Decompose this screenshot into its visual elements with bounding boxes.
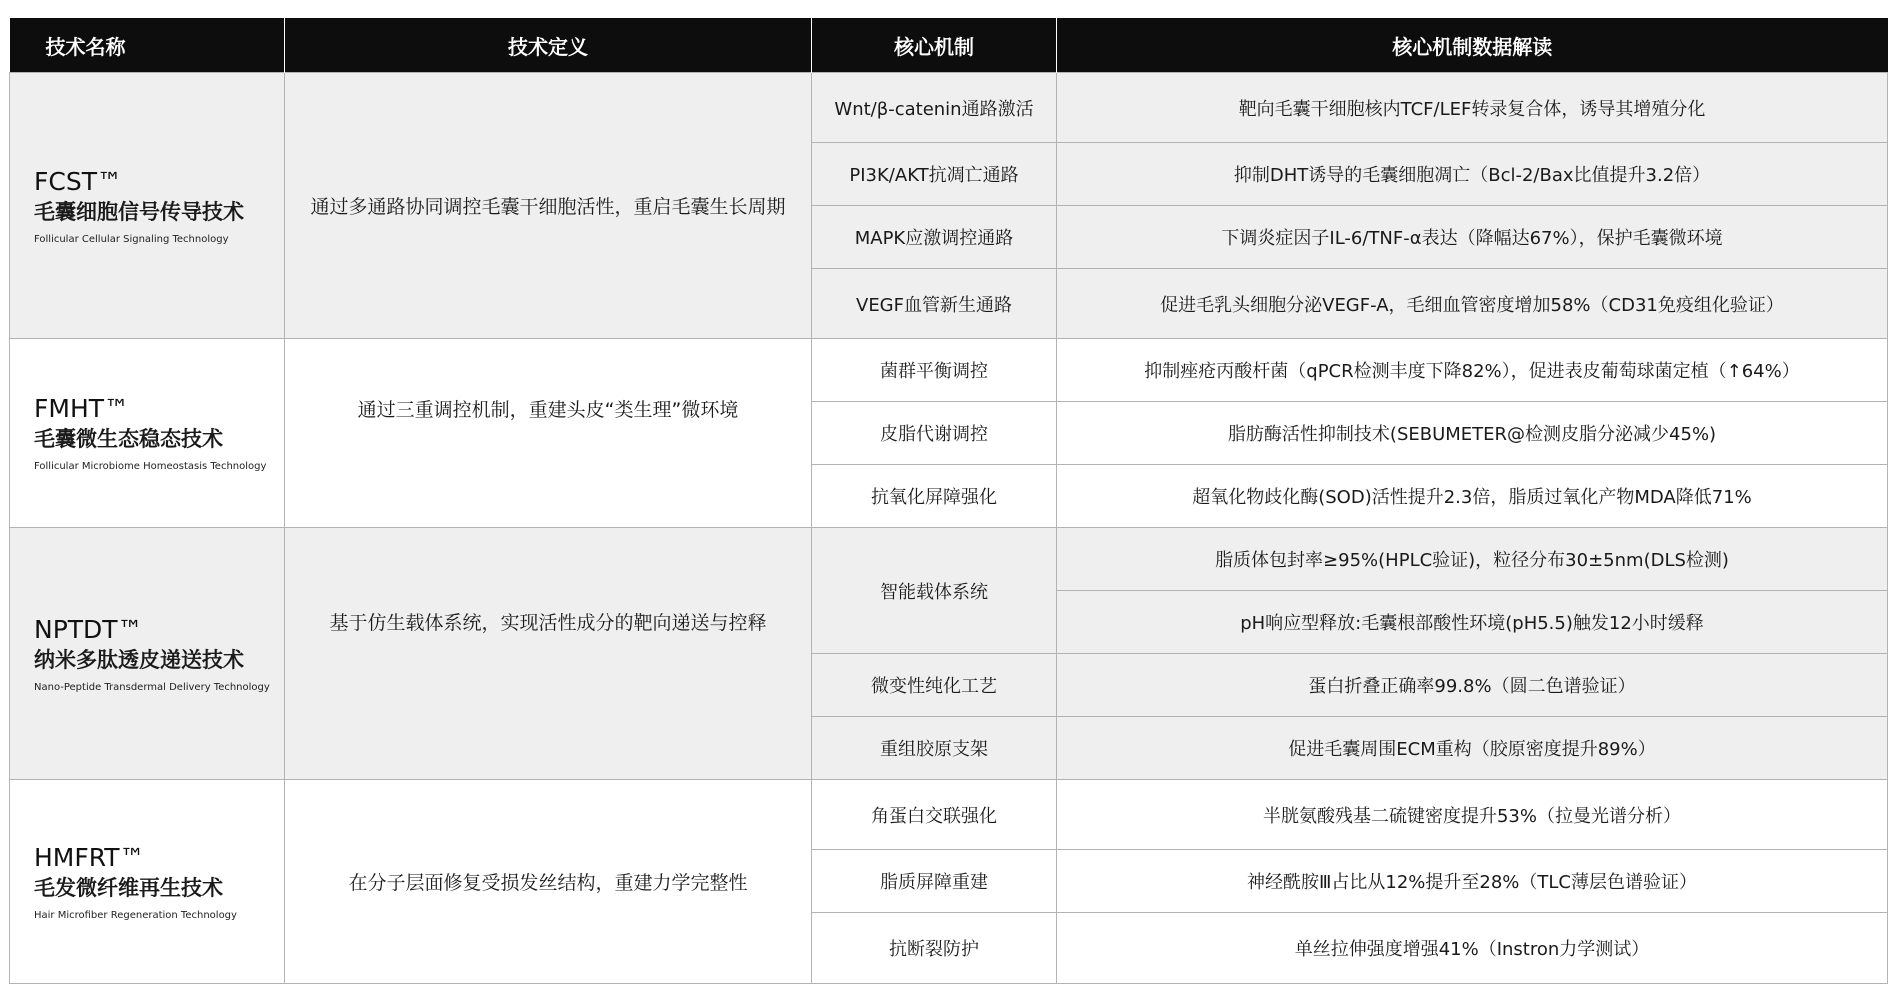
tech-definition: 通过多通路协同调控毛囊干细胞活性，重启毛囊生长周期 bbox=[285, 73, 812, 339]
data-cell: 促进毛乳头细胞分泌VEGF-A，毛细血管密度增加58%（CD31免疫组化验证） bbox=[1057, 269, 1888, 339]
group-fmht bbox=[10, 339, 1888, 528]
mechanism-cell: VEGF血管新生通路 bbox=[812, 269, 1057, 339]
tech-name-cell bbox=[10, 339, 285, 528]
table-row bbox=[10, 780, 1888, 850]
mechanism-cell: 智能载体系统 bbox=[812, 528, 1057, 654]
mechanism-cell: 抗氧化屏障强化 bbox=[812, 465, 1057, 528]
mechanism-cell: 重组胶原支架 bbox=[812, 717, 1057, 780]
mechanism-cell: PI3K/AKT抗凋亡通路 bbox=[812, 143, 1057, 206]
tech-name-cell bbox=[10, 528, 285, 780]
header-tech-definition: 技术定义 bbox=[285, 18, 812, 73]
tech-table-container bbox=[9, 18, 1887, 984]
group-nptdt bbox=[10, 528, 1888, 780]
tech-definition: 在分子层面修复受损发丝结构，重建力学完整性 bbox=[285, 780, 812, 984]
table-row bbox=[10, 339, 1888, 402]
tech-table bbox=[9, 18, 1888, 984]
table-header bbox=[10, 18, 1888, 73]
tech-code: NPTDT™ bbox=[34, 614, 143, 644]
data-cell: 抑制DHT诱导的毛囊细胞凋亡（Bcl-2/Bax比值提升3.2倍） bbox=[1057, 143, 1888, 206]
data-cell: 蛋白折叠正确率99.8%（圆二色谱验证） bbox=[1057, 654, 1888, 717]
data-cell: 半胱氨酸残基二硫键密度提升53%（拉曼光谱分析） bbox=[1057, 780, 1888, 850]
header-core-mechanism: 核心机制 bbox=[812, 18, 1057, 73]
tech-cn-name: 毛囊微生态稳态技术 bbox=[34, 427, 223, 451]
tech-code: HMFRT™ bbox=[34, 842, 145, 872]
mechanism-cell: 皮脂代谢调控 bbox=[812, 402, 1057, 465]
mechanism-cell: 抗断裂防护 bbox=[812, 913, 1057, 984]
data-cell: 单丝拉伸强度增强41%（Instron力学测试） bbox=[1057, 913, 1888, 984]
data-cell: 促进毛囊周围ECM重构（胶原密度提升89%） bbox=[1057, 717, 1888, 780]
tech-definition: 通过三重调控机制，重建头皮“类生理”微环境 bbox=[285, 339, 812, 528]
header-mechanism-data: 核心机制数据解读 bbox=[1057, 18, 1888, 73]
tech-cn-name: 毛囊细胞信号传导技术 bbox=[34, 199, 244, 224]
data-cell: pH响应型释放:毛囊根部酸性环境(pH5.5)触发12小时缓释 bbox=[1057, 591, 1888, 654]
tech-en-name: Follicular Cellular Signaling Technology bbox=[34, 233, 229, 245]
tech-definition: 基于仿生载体系统，实现活性成分的靶向递送与控释 bbox=[285, 528, 812, 780]
mechanism-cell: Wnt/β-catenin通路激活 bbox=[812, 73, 1057, 143]
tech-code: FCST™ bbox=[34, 166, 122, 196]
data-cell: 脂肪酶活性抑制技术(SEBUMETER@检测皮脂分泌减少45%) bbox=[1057, 402, 1888, 465]
mechanism-cell: 菌群平衡调控 bbox=[812, 339, 1057, 402]
tech-name-cell bbox=[10, 73, 285, 339]
table-row bbox=[10, 73, 1888, 143]
data-cell: 靶向毛囊干细胞核内TCF/LEF转录复合体，诱导其增殖分化 bbox=[1057, 73, 1888, 143]
data-cell: 抑制痤疮丙酸杆菌（qPCR检测丰度下降82%），促进表皮葡萄球菌定植（↑64%） bbox=[1057, 339, 1888, 402]
data-cell: 下调炎症因子IL-6/TNF-α表达（降幅达67%），保护毛囊微环境 bbox=[1057, 206, 1888, 269]
tech-code: FMHT™ bbox=[34, 394, 130, 423]
table-row bbox=[10, 528, 1888, 591]
mechanism-cell: MAPK应激调控通路 bbox=[812, 206, 1057, 269]
tech-en-name: Nano-Peptide Transdermal Delivery Technology bbox=[34, 681, 270, 693]
tech-name-cell bbox=[10, 780, 285, 984]
mechanism-cell: 微变性纯化工艺 bbox=[812, 654, 1057, 717]
header-tech-name: 技术名称 bbox=[10, 18, 285, 73]
tech-en-name: Follicular Microbiome Homeostasis Technology bbox=[34, 461, 267, 472]
tech-cn-name: 毛发微纤维再生技术 bbox=[34, 875, 223, 900]
tech-en-name: Hair Microfiber Regeneration Technology bbox=[34, 909, 237, 921]
group-fcst bbox=[10, 73, 1888, 339]
data-cell: 超氧化物歧化酶(SOD)活性提升2.3倍，脂质过氧化产物MDA降低71% bbox=[1057, 465, 1888, 528]
tech-cn-name: 纳米多肽透皮递送技术 bbox=[34, 647, 244, 672]
group-hmfrt bbox=[10, 780, 1888, 984]
data-cell: 神经酰胺Ⅲ占比从12%提升至28%（TLC薄层色谱验证） bbox=[1057, 850, 1888, 913]
data-cell: 脂质体包封率≥95%(HPLC验证)，粒径分布30±5nm(DLS检测) bbox=[1057, 528, 1888, 591]
mechanism-cell: 脂质屏障重建 bbox=[812, 850, 1057, 913]
mechanism-cell: 角蛋白交联强化 bbox=[812, 780, 1057, 850]
